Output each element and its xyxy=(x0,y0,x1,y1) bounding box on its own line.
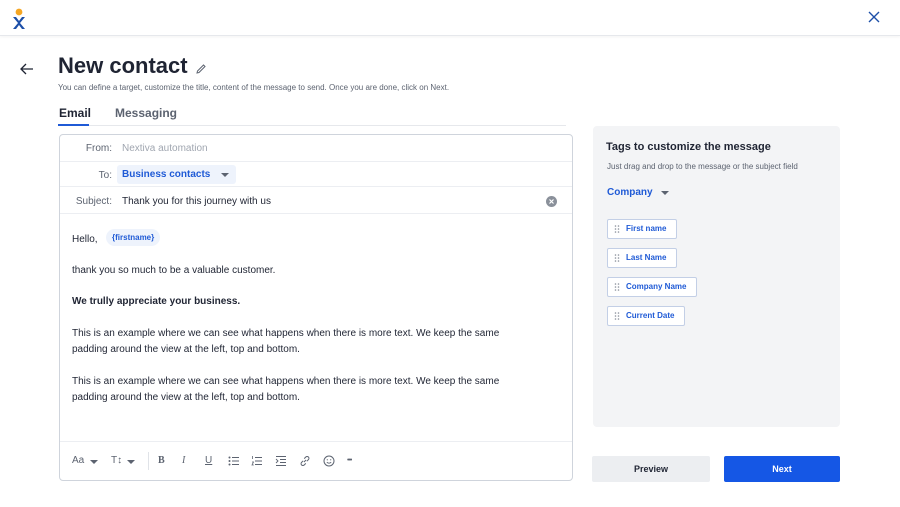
bulleted-list-icon xyxy=(228,455,240,467)
formatting-toolbar xyxy=(60,441,572,480)
drag-handle-icon xyxy=(614,312,620,320)
greeting-text: Hello, xyxy=(72,234,98,245)
indent-button[interactable] xyxy=(275,455,287,467)
tags-panel-title: Tags to customize the message xyxy=(606,141,771,153)
from-row xyxy=(60,135,572,162)
active-tab-indicator xyxy=(58,124,89,126)
chevron-down-icon xyxy=(221,173,229,177)
tab-email[interactable]: Email xyxy=(59,106,92,120)
drag-handle-icon xyxy=(614,225,620,233)
tag-last-name[interactable] xyxy=(607,248,677,268)
email-compose-panel xyxy=(59,134,573,481)
underline-button[interactable]: U xyxy=(205,455,213,466)
page-title: New contact xyxy=(58,53,188,78)
close-icon[interactable] xyxy=(866,9,882,25)
preview-button[interactable]: Preview xyxy=(592,456,710,482)
font-size-dropdown[interactable] xyxy=(111,455,122,467)
greeting-line xyxy=(72,232,155,248)
toolbar-divider xyxy=(148,452,149,470)
body-line-bold: We trully appreciate your business. xyxy=(72,296,241,307)
tag-label: First name xyxy=(626,224,667,233)
from-label: From: xyxy=(85,143,112,154)
tag-label: Last Name xyxy=(626,253,667,262)
from-field[interactable]: Nextiva automation xyxy=(122,143,208,154)
subject-label: Subject: xyxy=(75,196,112,207)
numbered-list-button[interactable] xyxy=(251,455,263,467)
chevron-down-icon xyxy=(661,191,669,195)
tag-first-name[interactable] xyxy=(607,219,677,239)
insert-link-button[interactable] xyxy=(299,455,311,467)
font-label: Aa xyxy=(72,455,85,466)
firstname-tag-chip[interactable]: {firstname} xyxy=(106,229,160,246)
tag-company-name[interactable] xyxy=(607,277,697,297)
tags-panel-subtitle: Just drag and drop to the message or the subject field xyxy=(607,162,798,171)
chevron-down-icon xyxy=(127,460,135,464)
to-recipient-dropdown[interactable] xyxy=(117,165,236,184)
body-paragraph: This is an example where we can see what happens when there is more text. We keep the same padding around the view at the left, top and bottom. xyxy=(72,376,500,403)
to-recipient-value: Business contacts xyxy=(122,169,211,180)
numbered-list-icon xyxy=(251,455,263,467)
tag-current-date[interactable] xyxy=(607,306,685,326)
indent-icon xyxy=(275,455,287,467)
drag-handle-icon xyxy=(614,283,620,291)
body-paragraph: This is an example where we can see what happens when there is more text. We keep the same padding around the view at the left, top and bottom. xyxy=(72,328,500,355)
tab-bar xyxy=(58,106,566,126)
pencil-edit-icon[interactable] xyxy=(195,63,207,75)
next-button[interactable]: Next xyxy=(724,456,840,482)
tags-panel xyxy=(593,126,840,427)
tag-label: Company Name xyxy=(626,282,687,291)
more-options-button[interactable]: ••• xyxy=(347,457,352,464)
size-label: T↕ xyxy=(111,455,123,466)
body-line: thank you so much to be a valuable customer. xyxy=(72,265,276,276)
emoji-button[interactable] xyxy=(323,455,335,467)
subject-input[interactable]: Thank you for this journey with us xyxy=(122,196,271,207)
italic-button[interactable]: I xyxy=(182,455,186,466)
to-row xyxy=(60,162,572,187)
tab-messaging[interactable]: Messaging xyxy=(115,106,178,120)
subject-row xyxy=(60,187,572,214)
nextiva-logo-icon xyxy=(11,8,27,30)
page-subtitle: You can define a target, customize the title, content of the message to send. Once you are done, click on Next. xyxy=(58,83,450,92)
chevron-down-icon xyxy=(90,460,98,464)
tag-category-value: Company xyxy=(607,187,653,198)
clear-circle-icon[interactable] xyxy=(546,196,557,207)
tag-label: Current Date xyxy=(626,311,675,320)
tag-category-dropdown[interactable] xyxy=(607,187,653,198)
drag-handle-icon xyxy=(614,254,620,262)
link-icon xyxy=(299,455,311,467)
to-label: To: xyxy=(98,170,112,181)
top-bar xyxy=(0,0,900,36)
emoji-smile-icon xyxy=(323,455,335,467)
back-arrow-icon[interactable] xyxy=(18,60,36,78)
bold-button[interactable]: B xyxy=(158,455,165,466)
font-style-dropdown[interactable] xyxy=(72,455,84,467)
bulleted-list-button[interactable] xyxy=(228,455,240,467)
